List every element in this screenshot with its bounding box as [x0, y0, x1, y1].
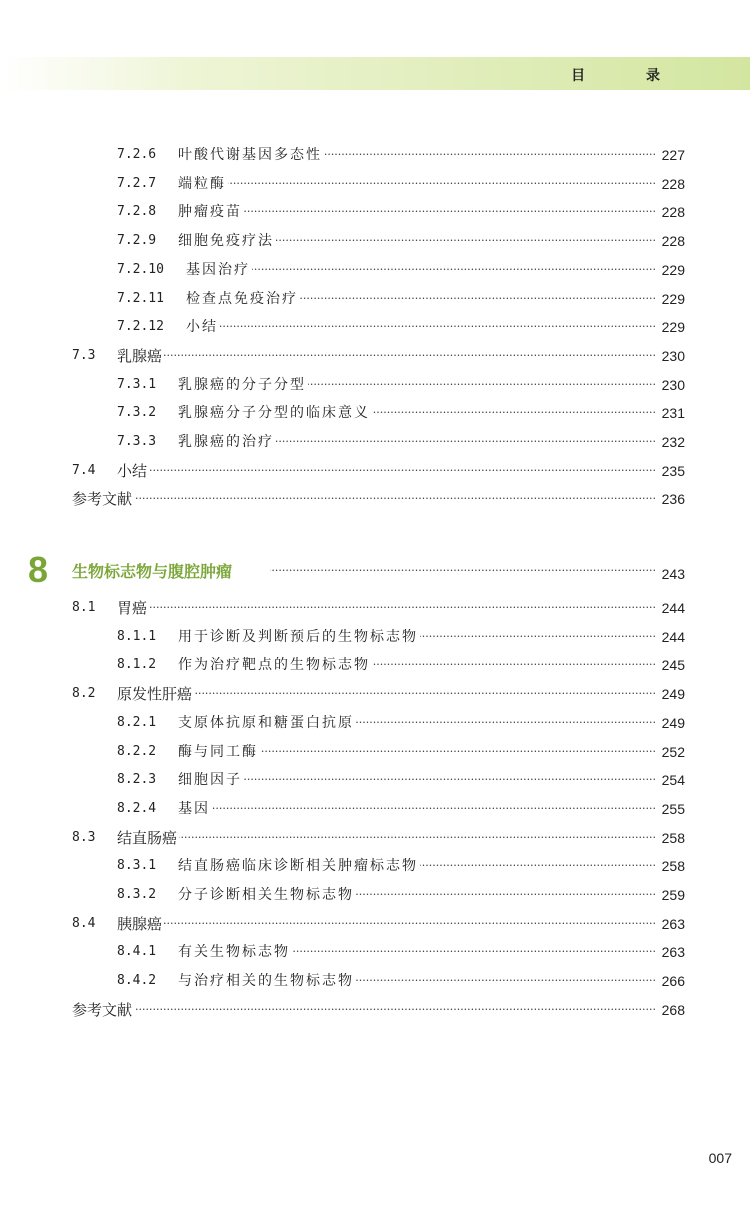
leader-dots	[117, 914, 656, 934]
chapter-number: 8	[28, 549, 49, 590]
toc-entry[interactable]	[0, 346, 750, 366]
toc-entry-page: 258	[661, 829, 685, 846]
toc-entry[interactable]	[0, 461, 750, 481]
leader-dots	[72, 1000, 656, 1020]
toc-entry-number: 8.2.1	[117, 714, 157, 730]
toc-entry-title: 乳腺癌的分子分型	[178, 376, 306, 393]
toc-entry-title: 结直肠癌临床诊断相关肿瘤标志物	[178, 858, 418, 875]
toc-entry-page: 229	[661, 319, 685, 336]
toc-entry-title: 基因治疗	[186, 261, 250, 278]
toc-entry-page: 255	[661, 800, 685, 817]
toc-entry-number: 8.4.2	[117, 973, 157, 989]
toc-entry-page: 268	[661, 1001, 685, 1018]
toc-entry-number: 7.2.8	[117, 204, 157, 220]
toc-entry[interactable]	[0, 231, 750, 251]
header-band	[0, 57, 750, 90]
toc-entry-page: 230	[661, 376, 685, 393]
toc-entry-title: 细胞免疫疗法	[178, 233, 274, 250]
toc-entry-page: 227	[661, 147, 685, 163]
toc-entry-number: 7.3.1	[117, 376, 157, 392]
leader-dots	[117, 684, 656, 704]
toc-entry-number: 8.3.1	[117, 858, 157, 874]
toc-entry-number: 7.4	[72, 462, 96, 478]
toc-entry-page: 258	[661, 858, 685, 875]
toc-entry[interactable]	[0, 403, 750, 423]
toc-entry-page: 245	[661, 657, 685, 674]
toc-entry-page: 228	[661, 233, 685, 250]
toc-entry-title: 肿瘤疫苗	[178, 204, 242, 221]
toc-entry-page: 229	[661, 261, 685, 278]
toc-entry-number: 7.2.11	[117, 290, 164, 306]
toc-entry-title: 乳腺癌分子分型的临床意义	[178, 405, 370, 422]
toc-entry-title: 小结	[186, 319, 218, 336]
toc-entry-page: 229	[661, 290, 685, 307]
toc-entry[interactable]	[0, 598, 750, 618]
toc-entry-title: 检查点免疫治疗	[186, 290, 298, 307]
toc-entry-number: 7.2.7	[117, 175, 157, 191]
toc-entry-page: 249	[661, 714, 685, 731]
header-title: 目 录	[571, 68, 688, 84]
toc-entry-page: 252	[661, 743, 685, 760]
toc-entry[interactable]	[0, 971, 750, 991]
toc-entry-title: 乳腺癌	[117, 346, 163, 365]
toc-entry-title: 用于诊断及判断预后的生物标志物	[178, 628, 418, 645]
toc-entry-title: 原发性肝癌	[117, 685, 193, 704]
toc-entry-number: 8.2.4	[117, 800, 157, 816]
chapter-heading[interactable]	[0, 549, 750, 590]
toc-entry[interactable]	[0, 713, 750, 733]
leader-dots	[178, 202, 656, 222]
toc-entry-title: 端粒酶	[178, 175, 226, 192]
toc-entry-page: 259	[661, 887, 685, 903]
toc-entry[interactable]	[0, 828, 750, 848]
toc-entry-page: 266	[661, 973, 685, 990]
toc-entry[interactable]	[0, 1000, 750, 1020]
toc-entry-number: 8.3	[72, 829, 96, 845]
toc-entry-number: 8.2.2	[117, 743, 157, 759]
toc-entry-title: 叶酸代谢基因多态性	[178, 147, 322, 163]
chapter-page: 243	[661, 566, 685, 582]
toc-entry-page: 244	[661, 628, 685, 645]
toc-entry[interactable]	[0, 174, 750, 194]
toc-entry-title: 有关生物标志物	[178, 944, 290, 961]
toc-entry[interactable]	[0, 655, 750, 675]
toc-entry[interactable]	[0, 942, 750, 962]
toc-entry-page: 230	[661, 347, 685, 364]
toc-entry-number: 7.3.3	[117, 434, 157, 449]
toc-entry[interactable]	[0, 289, 750, 309]
toc-entry-number: 8.2.3	[117, 772, 157, 788]
toc-entry[interactable]	[0, 627, 750, 647]
toc-entry-number: 7.3.2	[117, 405, 157, 421]
toc-entry-title: 胰腺癌	[117, 914, 163, 933]
toc-entry-page: 254	[661, 772, 685, 789]
leader-dots	[178, 770, 656, 790]
toc-entry-title: 酶与同工酶	[178, 743, 258, 760]
toc-entry[interactable]	[0, 375, 750, 395]
toc-entry[interactable]	[0, 770, 750, 790]
toc-entry[interactable]	[0, 202, 750, 222]
toc-entry[interactable]	[0, 432, 750, 452]
toc-entry-title: 参考文献	[72, 1000, 133, 1019]
toc-entry-title: 结直肠癌	[117, 828, 178, 847]
toc-entry[interactable]	[0, 489, 750, 509]
toc-entry-page: 244	[661, 600, 685, 616]
chapter-title: 生物标志物与腹腔肿瘤	[72, 562, 233, 581]
toc-entry-number: 8.4	[72, 915, 96, 931]
footer-page-number: 007	[708, 1150, 732, 1166]
leader-dots	[72, 489, 656, 509]
toc-entry-number: 8.1.1	[117, 628, 157, 644]
toc-entry-title: 胃癌	[117, 599, 148, 617]
toc-entry[interactable]	[0, 260, 750, 280]
toc-entry-title: 基因	[178, 800, 210, 817]
toc-entry[interactable]	[0, 317, 750, 337]
toc-entry-title: 参考文献	[72, 490, 133, 509]
toc-entry-title: 作为治疗靶点的生物标志物	[178, 657, 370, 674]
toc-entry-page: 232	[661, 434, 685, 450]
toc-entry-page: 235	[661, 462, 685, 479]
leader-dots	[117, 828, 656, 848]
toc-entry-number: 8.1.2	[117, 657, 157, 673]
toc-entry[interactable]	[0, 885, 750, 905]
toc-entry-page: 263	[661, 944, 685, 961]
toc-entry-title: 乳腺癌的治疗	[178, 434, 274, 450]
toc-entry[interactable]	[0, 914, 750, 934]
toc-entry[interactable]	[0, 684, 750, 704]
toc-entry-title: 小结	[117, 461, 148, 480]
leader-dots	[270, 564, 656, 584]
toc-entry-title: 支原体抗原和糖蛋白抗原	[178, 714, 354, 731]
leader-dots	[178, 799, 656, 819]
toc-entry-page: 228	[661, 175, 685, 192]
toc-entry[interactable]	[0, 145, 750, 165]
toc-entry-page: 236	[661, 491, 685, 508]
leader-dots	[178, 174, 656, 194]
toc-entry-number: 7.2.10	[117, 261, 164, 277]
leader-dots	[186, 260, 656, 280]
leader-dots	[117, 346, 656, 366]
toc-entry-number: 7.2.6	[117, 147, 157, 162]
leader-dots	[117, 461, 656, 481]
toc-entry[interactable]	[0, 856, 750, 876]
toc-entry-title: 细胞因子	[178, 772, 242, 789]
toc-entry-number: 8.2	[72, 686, 96, 702]
toc-entry[interactable]	[0, 742, 750, 762]
toc-entry-number: 8.1	[72, 600, 96, 615]
toc-entry-title: 分子诊断相关生物标志物	[178, 887, 354, 903]
toc-entry-page: 228	[661, 204, 685, 221]
toc-entry-number: 7.2.9	[117, 233, 157, 249]
toc-entry-number: 8.4.1	[117, 944, 157, 960]
toc-entry-page: 263	[661, 915, 685, 932]
toc-entry-title: 与治疗相关的生物标志物	[178, 973, 354, 990]
toc-entry-number: 7.3	[72, 347, 96, 363]
leader-dots	[186, 317, 656, 337]
toc-entry-page: 249	[661, 686, 685, 703]
toc-entry-page: 231	[661, 405, 685, 422]
leader-dots	[117, 598, 656, 618]
toc-entry-number: 7.2.12	[117, 319, 164, 335]
toc-entry-number: 8.3.2	[117, 887, 157, 902]
toc-entry[interactable]	[0, 799, 750, 819]
